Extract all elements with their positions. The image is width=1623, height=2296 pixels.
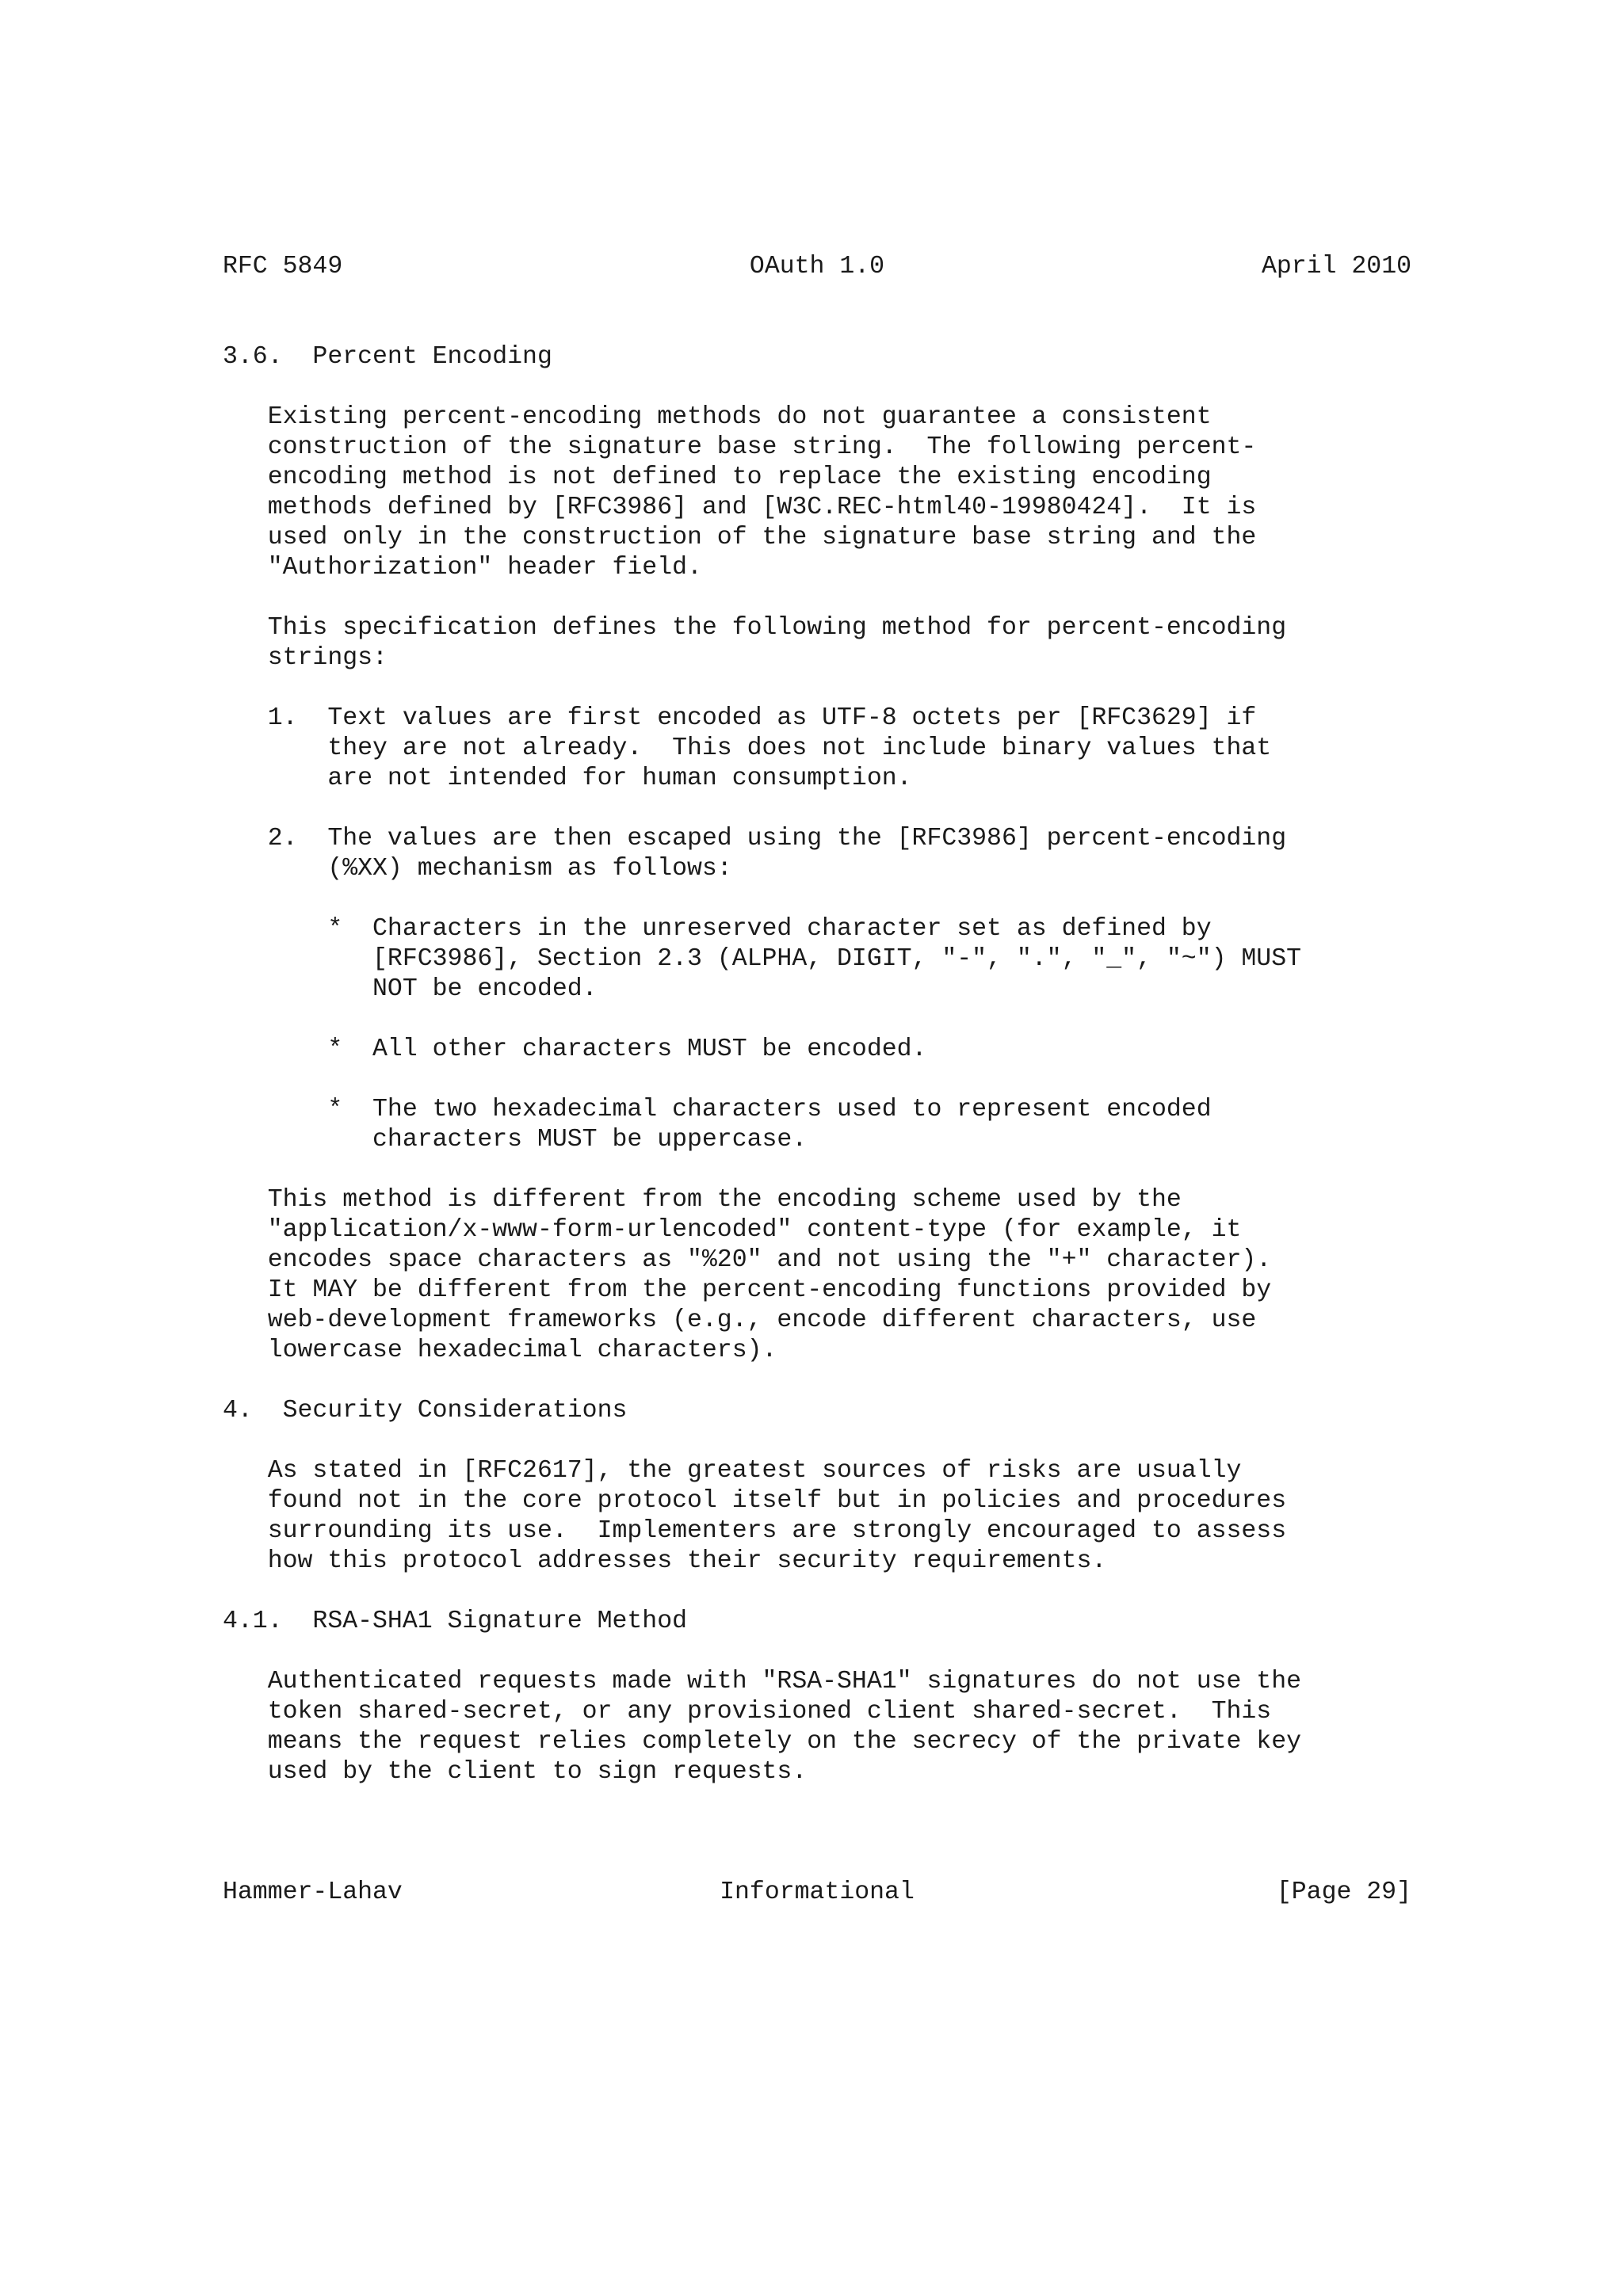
text-line: used only in the construction of the signature base string and the <box>223 524 1257 551</box>
text-line: encodes space characters as "%20" and not using the "+" character). <box>223 1246 1272 1274</box>
blank-line <box>223 1065 1411 1095</box>
text-line: are not intended for human consumption. <box>223 765 912 792</box>
text-line: "application/x-www-form-urlencoded" content-type (for example, it <box>223 1216 1242 1244</box>
text-line: lowercase hexadecimal characters). <box>223 1337 777 1364</box>
header-title: OAuth 1.0 <box>749 253 885 280</box>
blank-line <box>223 673 1411 704</box>
blank-line <box>223 1155 1411 1185</box>
text-line: 1. Text values are first encoded as UTF-8 octets per [RFC3629] if <box>223 704 1257 732</box>
text-line: used by the client to sign requests. <box>223 1758 808 1786</box>
text-line: This method is different from the encoding scheme used by the <box>223 1186 1182 1214</box>
blank-line <box>223 1005 1411 1035</box>
text-line: means the request relies completely on the secrecy of the private key <box>223 1728 1302 1756</box>
blank-line <box>223 1426 1411 1456</box>
text-line: [RFC3986], Section 2.3 (ALPHA, DIGIT, "-", ".", "_", "~") MUST <box>223 945 1302 973</box>
text-line: * The two hexadecimal characters used to represent encoded <box>223 1096 1212 1123</box>
page-header <box>223 252 1411 282</box>
text-line: 4. Security Considerations <box>223 1397 628 1425</box>
blank-line <box>223 1787 1411 1817</box>
text-line: construction of the signature base string. The following percent- <box>223 433 1257 461</box>
text-line: This specification defines the following method for percent-encoding <box>223 614 1287 642</box>
blank-line <box>223 372 1411 402</box>
text-line: found not in the core protocol itself but in policies and procedures <box>223 1487 1287 1515</box>
blank-line <box>223 1366 1411 1396</box>
text-line: * All other characters MUST be encoded. <box>223 1035 927 1063</box>
page-body <box>223 282 1411 1878</box>
page-footer <box>223 1878 1411 1908</box>
text-line: It MAY be different from the percent-encoding functions provided by <box>223 1276 1272 1304</box>
text-line: Existing percent-encoding methods do not guarantee a consistent <box>223 403 1212 431</box>
text-line: * Characters in the unreserved character set as defined by <box>223 915 1212 943</box>
blank-line <box>223 583 1411 613</box>
text-line: characters MUST be uppercase. <box>223 1126 808 1154</box>
text-line: "Authorization" header field. <box>223 554 702 582</box>
blank-line <box>223 1817 1411 1848</box>
text-line: surrounding its use. Implementers are strongly encouraged to assess <box>223 1517 1287 1545</box>
blank-line <box>223 1637 1411 1667</box>
text-line: 3.6. Percent Encoding <box>223 343 552 371</box>
text-line: strings: <box>223 644 388 672</box>
text-line: As stated in [RFC2617], the greatest sources of risks are usually <box>223 1457 1242 1485</box>
text-line: NOT be encoded. <box>223 975 598 1003</box>
footer-author: Hammer-Lahav <box>223 1878 403 1906</box>
footer-page-number: [Page 29] <box>1276 1878 1411 1906</box>
text-line: 4.1. RSA-SHA1 Signature Method <box>223 1608 687 1635</box>
blank-line <box>223 1577 1411 1607</box>
header-date: April 2010 <box>1261 253 1411 280</box>
text-line: encoding method is not defined to replace the existing encoding <box>223 463 1212 491</box>
blank-line <box>223 1848 1411 1878</box>
text-line: 2. The values are then escaped using the [RFC3986] percent-encoding <box>223 825 1287 852</box>
text-line: they are not already. This does not include binary values that <box>223 734 1272 762</box>
text-line: Authenticated requests made with "RSA-SHA1" signatures do not use the <box>223 1668 1302 1695</box>
text-line: token shared-secret, or any provisioned client shared-secret. This <box>223 1698 1272 1726</box>
text-line: methods defined by [RFC3986] and [W3C.REC-html40-19980424]. It is <box>223 494 1257 521</box>
blank-line <box>223 794 1411 824</box>
blank-line <box>223 884 1411 914</box>
blank-line <box>223 312 1411 342</box>
blank-line <box>223 282 1411 312</box>
header-rfc-number: RFC 5849 <box>223 253 343 280</box>
text-line: how this protocol addresses their security requirements. <box>223 1547 1107 1575</box>
rfc-page <box>223 252 1411 1908</box>
text-line: (%XX) mechanism as follows: <box>223 855 732 883</box>
text-line: web-development frameworks (e.g., encode different characters, use <box>223 1306 1257 1334</box>
footer-category: Informational <box>720 1878 915 1906</box>
